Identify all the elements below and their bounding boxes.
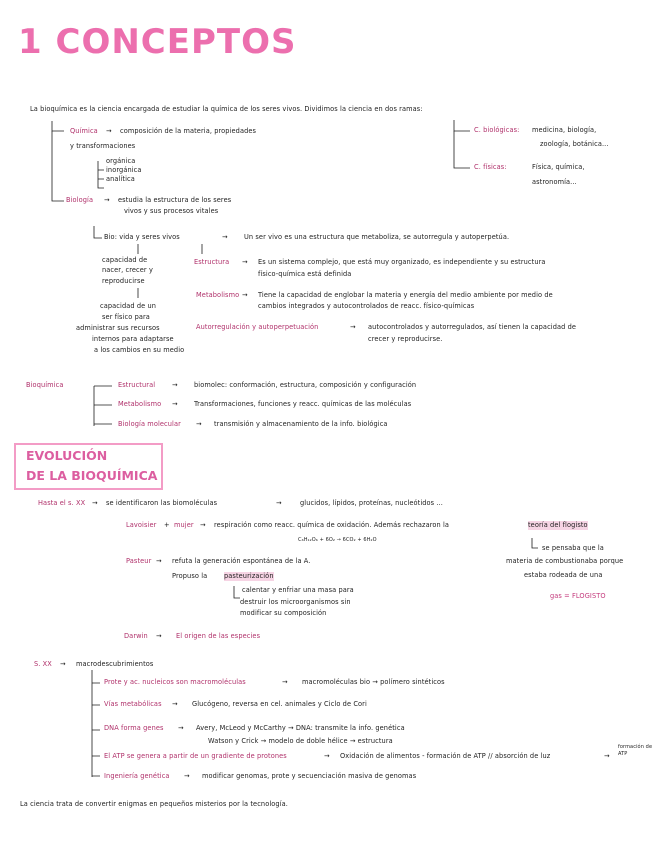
- page-title: 1 CONCEPTOS: [18, 22, 297, 62]
- mujer-label: mujer: [174, 521, 194, 529]
- hasta-desc: se identificaron las biomoléculas: [106, 499, 218, 507]
- left-col1-line: capacidad de: [102, 256, 148, 264]
- bioquimica-row-desc: biomolec: conformación, estructura, composición y configuración: [194, 381, 417, 389]
- estructura-desc-2: físico-química está definida: [258, 270, 352, 278]
- arrow-icon: →: [196, 420, 202, 428]
- atp-note: formación de ATP: [618, 744, 653, 757]
- c-biologicas-desc-2: zoología, botánica...: [540, 140, 609, 148]
- s-xx-row-desc: Glucógeno, reversa en cel. animales y Ciclo de Cori: [192, 700, 367, 708]
- autorregulacion-desc: autocontrolados y autorregulados, así tienen la capacidad de: [368, 323, 577, 331]
- pasteurizacion: pasteurización: [224, 572, 274, 580]
- arrow-icon: →: [324, 752, 330, 760]
- lavoisier-desc: respiración como reacc. química de oxidación. Además rechazaron la: [214, 521, 450, 529]
- intro-text: La bioquímica es la ciencia encargada de estudiar la química de los seres vivos. Dividimos la ciencia en dos ramas:: [30, 105, 423, 113]
- flogisto-word: gas = FLOGISTO: [550, 592, 606, 600]
- flogisto-note-line: estaba rodeada de una: [524, 571, 603, 579]
- autorregulacion-desc-2: crecer y reproducirse.: [368, 335, 443, 343]
- quimica-desc-2: y transformaciones: [70, 142, 136, 150]
- s-xx-row-desc: Oxidación de alimentos - formación de ATP // absorción de luz: [340, 752, 551, 760]
- branch-biologia-line: [52, 131, 64, 201]
- branch-sxx-line: [92, 670, 100, 777]
- ser-vivo-definition: Un ser vivo es una estructura que metaboliza, se autorregula y autoperpetúa.: [244, 233, 510, 241]
- darwin-label: Darwin: [124, 632, 148, 640]
- past-desc-line: modificar su composición: [240, 609, 327, 617]
- metabolismo-label: Metabolismo: [196, 291, 240, 299]
- arrow-icon: →: [184, 772, 190, 780]
- biologia-desc: estudia la estructura de los seres: [118, 196, 232, 204]
- conclusion: La ciencia trata de convertir enigmas en pequeños misterios por la tecnología.: [20, 800, 288, 808]
- branch-quimica-types-line: [98, 161, 104, 188]
- arrow-icon: →: [276, 499, 282, 507]
- arrow-icon: →: [156, 632, 162, 640]
- branch-flogisto-line: [532, 538, 538, 548]
- s-xx-row-label: El ATP se genera a partir de un gradiente de protones: [104, 752, 287, 760]
- darwin-desc: El origen de las especies: [176, 632, 261, 640]
- bioquimica-label: Bioquímica: [26, 381, 64, 389]
- arrow-icon: →: [60, 660, 66, 668]
- arrow-icon: →: [156, 557, 162, 565]
- quimica-type: analítica: [106, 175, 135, 183]
- branch-quimica-line: [52, 121, 64, 131]
- pasteur-desc: refuta la generación espontánea de la A.: [172, 557, 311, 565]
- past-desc-line: calentar y enfriar una masa para: [242, 586, 354, 594]
- c-fisicas-label: C. físicas:: [474, 163, 507, 171]
- left-col2-line: administrar sus recursos: [76, 324, 160, 332]
- arrow-icon: →: [242, 291, 248, 299]
- c-fisicas-desc-2: astronomía...: [532, 178, 577, 186]
- branch-cfisicas-line: [454, 131, 470, 168]
- hasta-label: Hasta el s. XX: [38, 499, 86, 507]
- metabolismo-desc: Tiene la capacidad de englobar la materia y energía del medio ambiente por medio de: [258, 291, 553, 299]
- flogisto-note-line: se pensaba que la: [542, 544, 604, 552]
- quimica-type: orgánica: [106, 157, 136, 165]
- arrow-icon: →: [200, 521, 206, 529]
- flogisto-note-line: materia de combustionaba porque: [506, 557, 624, 565]
- branch-past-line: [234, 586, 240, 598]
- s-xx-row-desc: macromoléculas bio → polímero sintéticos: [302, 678, 445, 686]
- c-fisicas-desc: Física, química,: [532, 163, 585, 171]
- arrow-icon: →: [222, 233, 228, 241]
- bioquimica-row-label: Biología molecular: [118, 420, 181, 428]
- autorregulacion-label: Autorregulación y autoperpetuación: [196, 323, 319, 331]
- s-xx-row-desc: modificar genomas, prote y secuenciación masiva de genomas: [202, 772, 417, 780]
- s-xx-label: S. XX: [34, 660, 52, 668]
- s-xx-desc: macrodescubrimientos: [76, 660, 154, 668]
- biologia-label: Biología: [66, 196, 94, 204]
- arrow-icon: →: [350, 323, 356, 331]
- arrow-icon: →: [106, 127, 112, 135]
- branch-bio-line: [94, 226, 102, 238]
- left-col2-line: a los cambios en su medio: [94, 346, 185, 354]
- s-xx-row-label: Prote y ac. nucleicos son macromoléculas: [104, 678, 246, 686]
- quimica-desc: composición de la materia, propiedades: [120, 127, 257, 135]
- arrow-icon: →: [282, 678, 288, 686]
- left-col2-line: ser físico para: [102, 313, 150, 321]
- arrow-icon: →: [92, 499, 98, 507]
- bioquimica-row-desc: Transformaciones, funciones y reacc. químicas de las moléculas: [194, 400, 412, 408]
- s-xx-row-desc: Watson y Crick → modelo de doble hélice → estructura: [208, 737, 393, 745]
- lavoisier-label: Lavoisier: [126, 521, 157, 529]
- left-col1-line: reproducirse: [102, 277, 145, 285]
- arrow-icon: →: [178, 724, 184, 732]
- arrow-icon: +: [164, 521, 170, 529]
- pasteur-label: Pasteur: [126, 557, 152, 565]
- hasta-list: glucidos, lípidos, proteínas, nucleótidos ...: [300, 499, 443, 507]
- quimica-label: Química: [70, 127, 98, 135]
- evolucion-title-line2: DE LA BIOQUÍMICA: [26, 468, 158, 483]
- biologia-desc-2: vivos y sus procesos vitales: [124, 207, 219, 215]
- s-xx-row-label: Vías metabólicas: [104, 700, 162, 708]
- quimica-type: inorgánica: [106, 166, 142, 174]
- metabolismo-desc-2: cambios integrados y autocontrolados de reacc. físico-químicas: [258, 302, 475, 310]
- propuso-text: Propuso la: [172, 572, 208, 580]
- branch-bioquimica-line: [94, 386, 112, 426]
- estructura-label: Estructura: [194, 258, 230, 266]
- left-col2-line: capacidad de un: [100, 302, 157, 310]
- s-xx-row-desc: Avery, McLeod y McCarthy → DNA: transmite la info. genética: [196, 724, 405, 732]
- past-desc-line: destruir los microorganismos sin: [240, 598, 351, 606]
- evolucion-title-line1: EVOLUCIÓN: [26, 448, 108, 463]
- arrow-icon: →: [172, 400, 178, 408]
- formula: C₆H₁₂O₆ + 6O₂ → 6CO₂ + 6H₂O: [298, 537, 377, 543]
- bioquimica-row-desc: transmisión y almacenamiento de la info. biológica: [214, 420, 388, 428]
- teoria-flogisto: teoría del flogisto: [528, 521, 588, 529]
- arrow-icon: →: [172, 381, 178, 389]
- bioquimica-row-label: Metabolismo: [118, 400, 162, 408]
- bio-heading: Bio: vida y seres vivos: [104, 233, 180, 241]
- s-xx-row-label: DNA forma genes: [104, 724, 164, 732]
- c-biologicas-label: C. biológicas:: [474, 126, 520, 134]
- evolucion-title-box: [14, 443, 163, 490]
- estructura-desc: Es un sistema complejo, que está muy organizado, es independiente y su estructura: [258, 258, 546, 266]
- arrow-icon: →: [604, 752, 610, 760]
- bioquimica-row-label: Estructural: [118, 381, 156, 389]
- branch-cbiologicas-line: [454, 120, 470, 131]
- c-biologicas-desc: medicina, biología,: [532, 126, 597, 134]
- arrow-icon: →: [104, 196, 110, 204]
- arrow-icon: →: [172, 700, 178, 708]
- s-xx-row-label: Ingeniería genética: [104, 772, 170, 780]
- left-col2-line: internos para adaptarse: [92, 335, 174, 343]
- arrow-icon: →: [242, 258, 248, 266]
- left-col1-line: nacer, crecer y: [102, 266, 153, 274]
